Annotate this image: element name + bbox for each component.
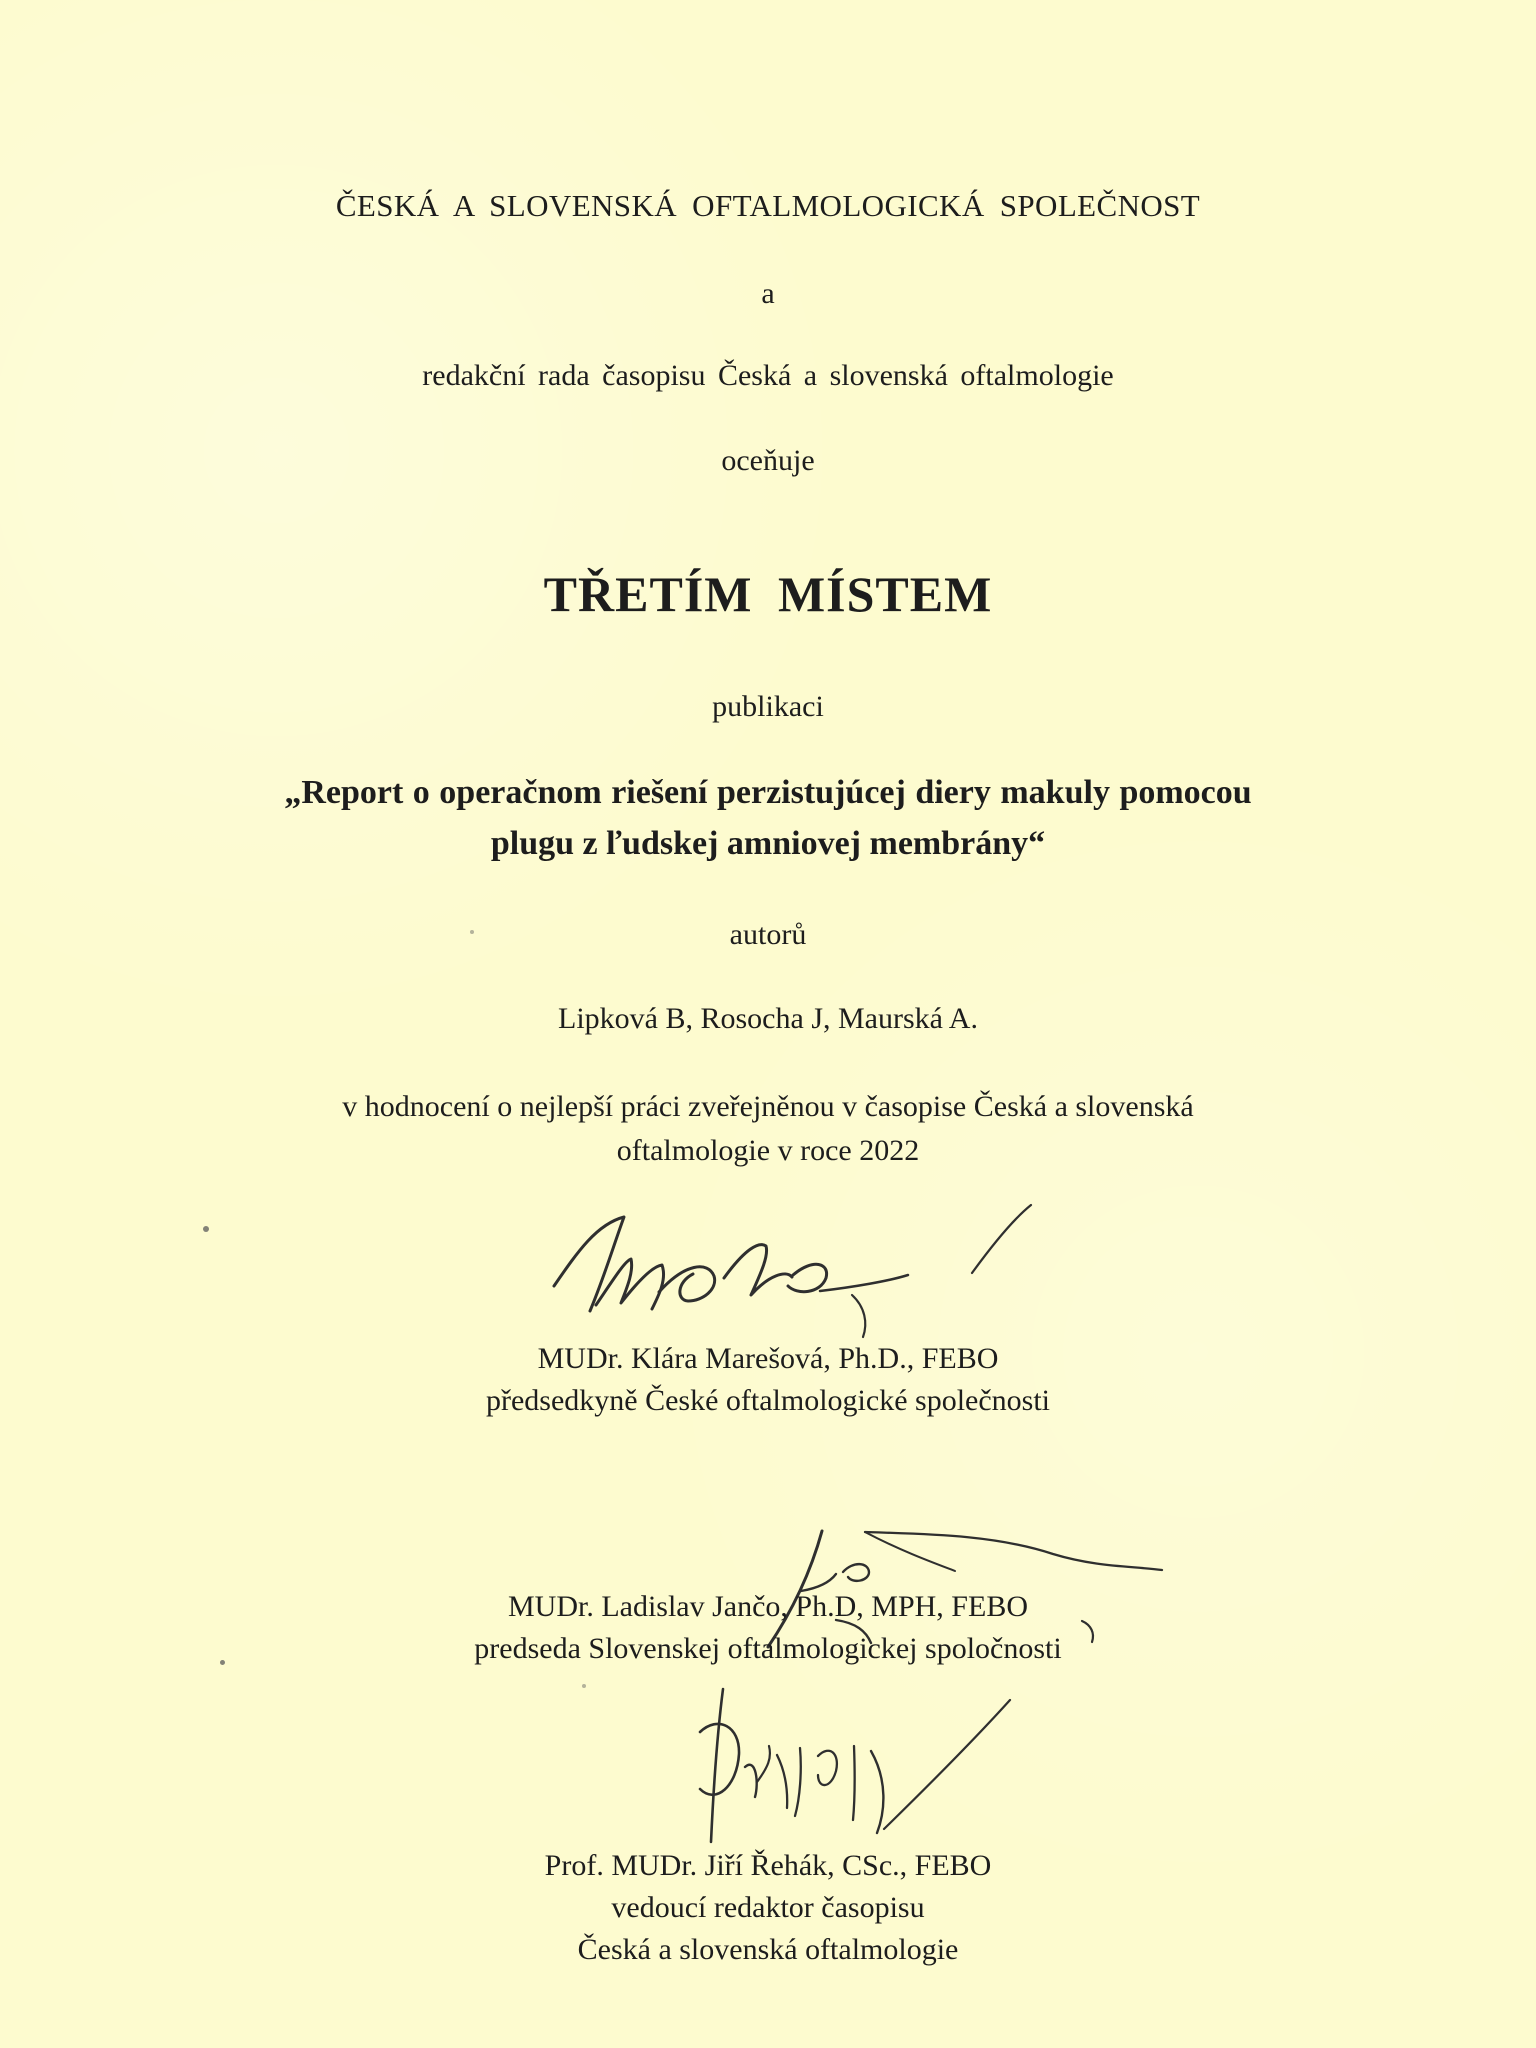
handwritten-signature-3 xyxy=(690,1684,1030,1849)
award-verb: oceňuje xyxy=(721,444,815,477)
publication-label: publikaci xyxy=(712,690,824,723)
signatory-role-3-line-1: vedoucí redaktor časopisu xyxy=(611,1891,925,1924)
signatory-block-2 xyxy=(0,1592,1536,1664)
signatory-block-3 xyxy=(0,1851,1536,1965)
paper-speck xyxy=(220,1660,225,1665)
connector-text: a xyxy=(761,277,775,310)
award-place-heading: TŘETÍM MÍSTEM xyxy=(543,566,993,622)
signatory-role-2: predseda Slovenskej oftalmologickej spoločnosti xyxy=(474,1632,1062,1665)
signatory-role-3-line-2: Česká a slovenská oftalmologie xyxy=(577,1933,959,1966)
signatory-name-2: MUDr. Ladislav Jančo, Ph.D, MPH, FEBO xyxy=(507,1590,1028,1623)
authors-list: Lipková B, Rosocha J, Maurská A. xyxy=(558,1002,978,1035)
paper-speck xyxy=(582,1684,586,1688)
paper-speck xyxy=(203,1226,209,1232)
publication-title-line-2: plugu z ľudskej amniovej membrány“ xyxy=(490,825,1046,862)
signatory-role-1: předsedkyně České oftalmologické společnosti xyxy=(485,1384,1051,1417)
evaluation-text-line-2: oftalmologie v roce 2022 xyxy=(616,1134,920,1167)
signatory-block-1 xyxy=(0,1344,1536,1416)
authors-label: autorů xyxy=(729,918,807,951)
editorial-board-text: redakční rada časopisu Česká a slovenská oftalmologie xyxy=(422,359,1114,392)
evaluation-text-line-1: v hodnocení o nejlepší práci zveřejněnou v časopise Česká a slovenská xyxy=(342,1090,1194,1123)
publication-title-line-1: „Report o operačnom riešení perzistujúcej diery makuly pomocou xyxy=(284,774,1252,811)
organization-heading: ČESKÁ A SLOVENSKÁ OFTALMOLOGICKÁ SPOLEČNOST xyxy=(335,188,1201,223)
signatory-name-1: MUDr. Klára Marešová, Ph.D., FEBO xyxy=(537,1342,999,1375)
signatory-name-3: Prof. MUDr. Jiří Řehák, CSc., FEBO xyxy=(544,1849,992,1882)
paper-speck xyxy=(470,930,474,934)
